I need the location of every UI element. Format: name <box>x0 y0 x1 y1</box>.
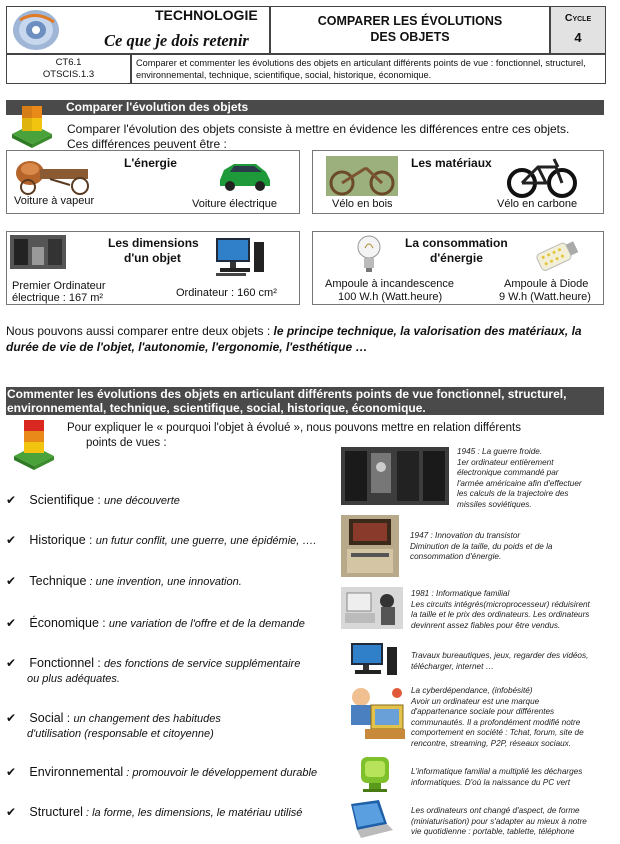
section2-heading <box>6 387 604 415</box>
point-sep: : <box>86 576 96 588</box>
note-line: 1945 : La guerre froide. <box>457 447 543 456</box>
point-desc: une variation de l'offre et de la demande <box>108 618 305 630</box>
subject-title: TECHNOLOGIE <box>155 7 258 23</box>
section1-heading-text: Comparer l'évolution des objets <box>66 100 249 114</box>
point-key: Technique <box>29 574 87 588</box>
note-1981 <box>411 589 617 631</box>
section2-heading-line2: environnemental, technique, scientifique, social, historique, économique. <box>7 401 426 415</box>
section1-intro1: Comparer l'évolution des objets consiste à mettre en évidence les différences entre ces objets. <box>67 122 570 136</box>
cyber-addiction-illustration <box>341 683 409 745</box>
section1-intro2: Ces différences peuvent être : <box>67 137 227 151</box>
led-label-1: Ampoule à Diode <box>504 278 589 290</box>
point-sep: : <box>98 616 109 630</box>
point-sep: : <box>94 493 105 507</box>
dimensions-title-2: d'un objet <box>124 251 181 265</box>
wooden-bike-icon <box>326 156 398 196</box>
point-desc: la forme, les dimensions, le matériau utilisé <box>92 807 303 819</box>
electric-car-label: Voiture électrique <box>192 198 277 210</box>
carbon-bike-label: Vélo en carbone <box>497 198 578 210</box>
note-line: Diminution de la taille, du poids et de la <box>410 541 553 551</box>
section1-heading <box>6 100 604 115</box>
first-computer-label-2: électrique : 167 m² <box>12 292 104 304</box>
cycle-number: 4 <box>574 30 582 45</box>
point-social <box>6 711 221 727</box>
energy-title: L'énergie <box>124 156 177 170</box>
point-desc-2: d'utilisation (responsable et citoyenne) <box>27 728 214 740</box>
code-otscis: OTSCIS.1.3 <box>42 69 95 80</box>
note-line: communautés. Il a profondément modifié notre <box>411 717 581 727</box>
note-line: vie quotidienne : portable, tablette, téléphone <box>411 827 575 836</box>
code-ct: CT6.1 <box>55 57 82 68</box>
modern-computer-icon <box>214 236 266 278</box>
note-line: missiles soviétiques. <box>457 499 532 509</box>
point-technique <box>6 574 242 590</box>
point-sep: : <box>85 533 96 547</box>
blocks-icon <box>8 104 56 148</box>
section2-heading-line1: Commenter les évolutions des objets en articulant différents points de vue fonctionnel, structurel, <box>7 387 567 401</box>
note-line: Les circuits intégrés(microprocesseur) réduisirent <box>411 599 590 609</box>
point-desc: un changement des habitudes <box>73 713 221 725</box>
point-sep: : <box>63 711 74 725</box>
led-label-2: 9 W.h (Watt.heure) <box>499 291 591 303</box>
section2-intro1: Pour expliquer le « pourquoi l'objet à évolué », nous pouvons mettre en relation différents <box>67 422 521 434</box>
steam-car-label: Voiture à vapeur <box>14 195 95 207</box>
point-desc: une découverte <box>104 495 180 507</box>
materials-title: Les matériaux <box>411 156 492 170</box>
point-key: Environnemental <box>29 765 124 779</box>
point-desc: une invention, une innovation. <box>95 576 242 588</box>
point-structurel <box>6 805 302 821</box>
objective-text: Comparer et commenter les évolutions des objets en articulant différents points de vue : fonctionnel, structurel, environnemental, technique, scientifique, social, historique, économique. <box>136 58 586 80</box>
note-line: (miniaturisation) pour s'adapter au mieux à notre <box>411 816 587 826</box>
cycle-label: Cycle <box>564 12 592 24</box>
note-line: informatiques. D'où la naissance du PC vert <box>411 777 571 787</box>
note-line: comportement en société : Tchat, forum, site de <box>411 728 584 737</box>
point-historique <box>6 533 316 549</box>
point-key: Social <box>29 711 64 725</box>
point-desc: un futur conflit, une guerre, une épidémie, …. <box>95 535 317 547</box>
point-key: Économique <box>29 616 99 630</box>
note-line: Travaux bureautiques, jeux, regarder des vidéos, <box>411 651 589 660</box>
note-1945 <box>457 447 617 510</box>
point-desc: promouvoir le développement durable <box>132 767 318 779</box>
point-economique <box>6 616 305 632</box>
check-icon: ✔ <box>6 656 17 670</box>
desktop-pc-icon <box>349 641 399 679</box>
point-key: Structurel <box>29 805 83 819</box>
note-line: devinrent assez fiables pour être vendus. <box>411 620 561 630</box>
point-sep: : <box>123 767 133 779</box>
note-line: 1981 : Informatique familial <box>411 589 510 598</box>
incandescent-label-2: 100 W.h (Watt.heure) <box>338 291 443 303</box>
note-line: consommation d'énergie. <box>410 552 502 561</box>
motto: Ce que je dois retenir <box>104 31 249 50</box>
point-desc: des fonctions de service supplémentaire <box>104 658 301 670</box>
consumption-title-1: La consommation <box>405 236 508 250</box>
check-icon: ✔ <box>6 805 17 819</box>
point-social-cont <box>27 726 214 742</box>
note-uses <box>411 651 617 672</box>
check-icon: ✔ <box>6 493 17 507</box>
carbon-bike-icon <box>506 153 578 199</box>
point-scientifique <box>6 493 180 509</box>
steam-car-icon <box>10 155 96 195</box>
wooden-bike-label: Vélo en bois <box>332 198 393 210</box>
note-line: la taille et le prix des ordinateurs. Les ordinateurs <box>411 610 590 619</box>
note-line: électronique commandé par <box>457 468 559 477</box>
note-line: 1947 : Innovation du transistor <box>410 531 521 540</box>
electric-car-icon <box>216 158 272 192</box>
note-environment <box>411 767 617 788</box>
led-bulb-icon <box>532 236 584 276</box>
incandescent-label-1: Ampoule à incandescence <box>325 278 455 290</box>
point-key: Fonctionnel <box>29 656 95 670</box>
transistor-computer-photo <box>341 515 399 577</box>
incandescent-bulb-icon <box>356 234 382 274</box>
note-line: 1er ordinateur entièrement <box>457 457 554 467</box>
note-social <box>411 686 617 749</box>
point-environnemental <box>6 765 317 781</box>
note-line: Avoir un ordinateur est une marque <box>411 696 540 706</box>
check-icon: ✔ <box>6 616 17 630</box>
point-sep: : <box>82 807 93 819</box>
cd-logo-icon <box>10 8 62 52</box>
consumption-title-2: d'énergie <box>430 251 483 265</box>
note-structure <box>411 806 617 838</box>
check-icon: ✔ <box>6 765 17 779</box>
first-computer-photo <box>10 235 66 269</box>
point-desc-2: ou plus adéquates. <box>27 673 120 685</box>
check-icon: ✔ <box>6 574 17 588</box>
laptop-icon <box>345 800 395 840</box>
note-1947 <box>410 531 615 563</box>
also-compare-bold-2: durée de vie de l'objet, l'autonomie, l'ergonomie, l'esthétique … <box>6 340 368 354</box>
note-line: La cyberdépendance, (infobésité) <box>411 686 533 695</box>
note-line: l'armée américaine afin d'effectuer <box>457 478 582 488</box>
note-line: d'appartenance sociale pour différentes <box>411 707 555 716</box>
note-line: L'informatique familial a multiplié les décharges <box>411 767 583 776</box>
green-pc-icon <box>357 755 393 793</box>
eniac-photo <box>341 447 449 505</box>
blocks-icon-2 <box>10 418 58 470</box>
page-title-line2: DES OBJETS <box>370 30 450 44</box>
note-line: rencontre, streaming, P2P, réseaux sociaux. <box>411 738 572 748</box>
also-compare-line1 <box>6 324 612 338</box>
point-key: Scientifique <box>29 493 95 507</box>
also-compare-plain: Nous pouvons aussi comparer entre deux objets : <box>6 324 274 338</box>
note-line: Les ordinateurs ont changé d'aspect, de forme <box>411 806 580 815</box>
point-key: Historique <box>29 533 86 547</box>
dimensions-title-1: Les dimensions <box>108 236 199 250</box>
first-computer-label-1: Premier Ordinateur <box>12 280 106 292</box>
modern-computer-label: Ordinateur : 160 cm² <box>176 287 277 299</box>
note-line: les calculs de la trajectoire des <box>457 489 569 498</box>
page-title-line1: COMPARER LES ÉVOLUTIONS <box>317 14 503 28</box>
home-computer-photo <box>341 587 403 629</box>
point-sep: : <box>94 656 105 670</box>
check-icon: ✔ <box>6 533 17 547</box>
also-compare-bold-1: le principe technique, la valorisation des matériaux, la <box>273 324 582 338</box>
check-icon: ✔ <box>6 711 17 725</box>
point-fonctionnel <box>6 656 300 672</box>
note-line: télécharger, internet … <box>411 661 494 671</box>
point-fonctionnel-cont <box>27 671 120 687</box>
section2-intro2: points de vues : <box>86 437 167 449</box>
also-compare-line2 <box>6 340 367 354</box>
